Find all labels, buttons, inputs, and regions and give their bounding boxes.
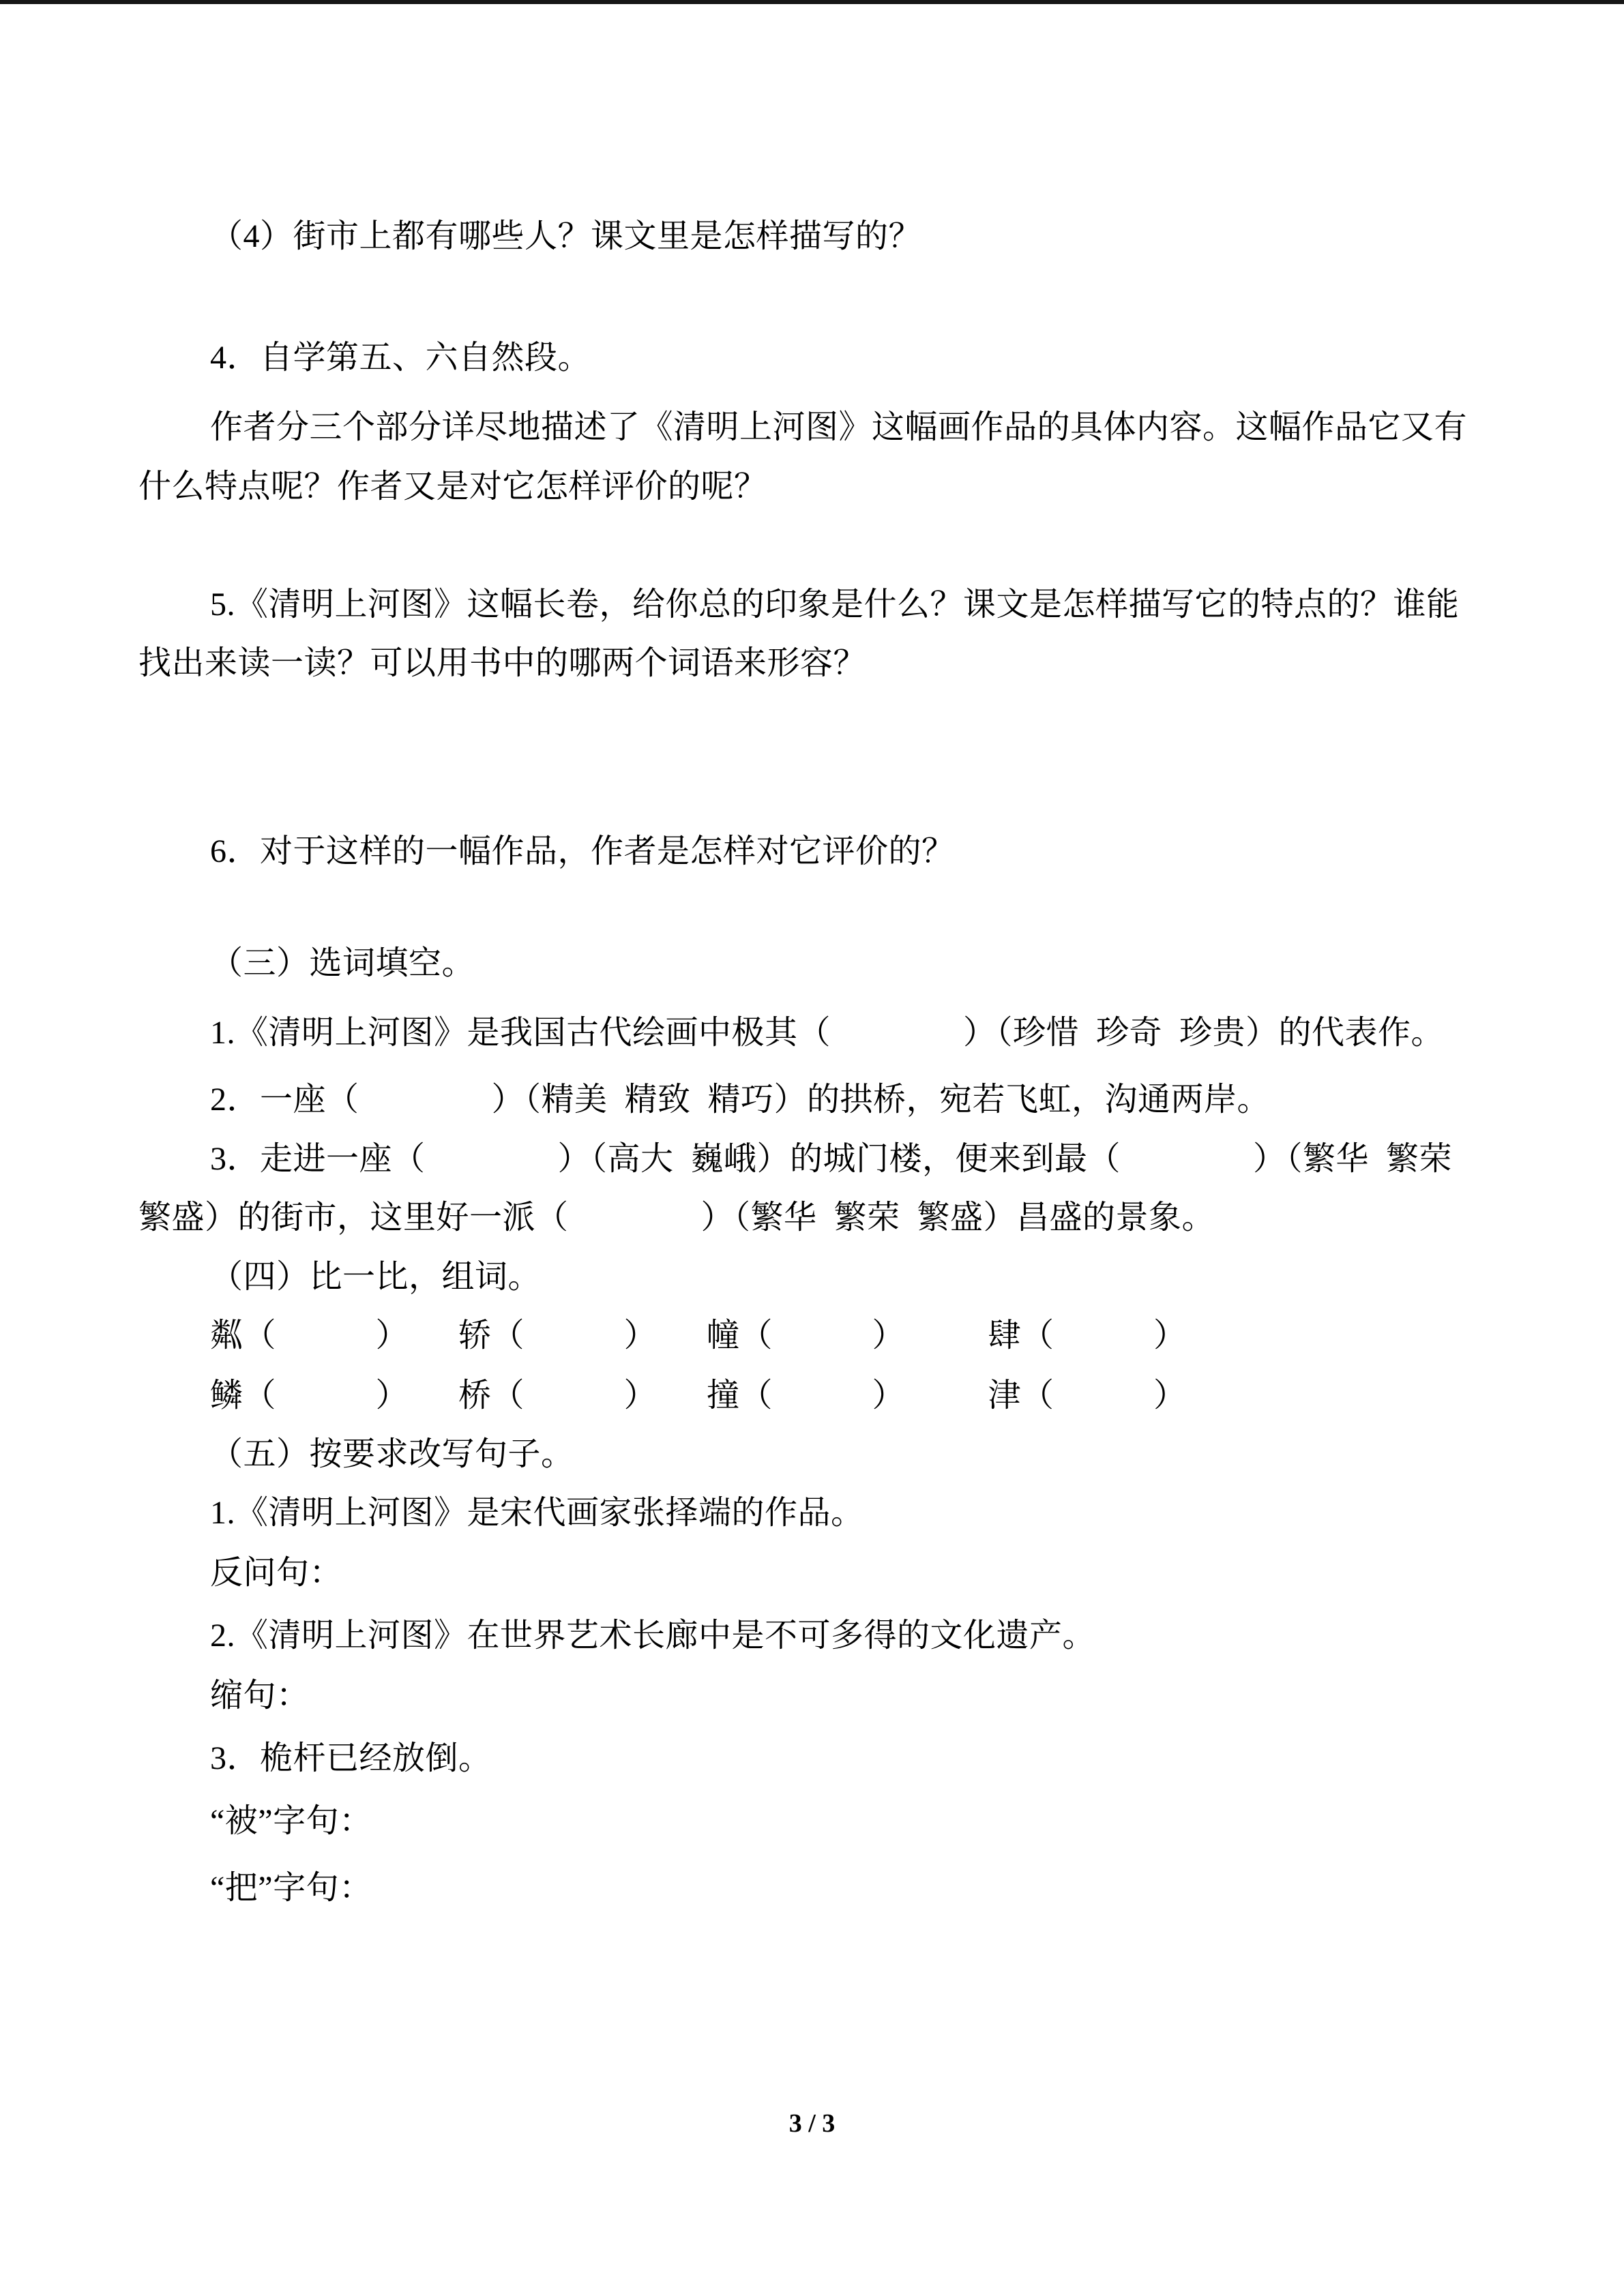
item-4-paragraph-line2: 什么特点呢？作者又是对它怎样评价的呢？ — [138, 468, 767, 505]
rewrite-item-3-prompt-bei: “被”字句： — [210, 1803, 372, 1839]
section-5-heading: （五）按要求改写句子。 — [210, 1436, 574, 1472]
fill-blank-item-3-line1: 3．走进一座（ ）（高大 巍峨）的城门楼，便来到最（ ）（繁华 繁荣 — [210, 1141, 1453, 1177]
item-4-heading: 4．自学第五、六自然段。 — [210, 340, 591, 376]
page-top-border — [0, 0, 1624, 4]
section-3-heading: （三）选词填空。 — [210, 945, 475, 981]
compare-words-row-1: 粼（ ） 轿（ ） 幢（ ） 肆（ ） — [210, 1317, 1187, 1354]
compare-words-row-2: 鳞（ ） 桥（ ） 撞（ ） 津（ ） — [210, 1377, 1187, 1414]
rewrite-item-1-prompt: 反问句： — [210, 1555, 343, 1591]
fill-blank-item-2: 2．一座（ ）（精美 精致 精巧）的拱桥，宛若飞虹，沟通两岸。 — [210, 1082, 1271, 1118]
rewrite-item-3-prompt-ba: “把”字句： — [210, 1870, 372, 1906]
rewrite-item-2-sentence: 2.《清明上河图》在世界艺术长廊中是不可多得的文化遗产。 — [210, 1617, 1096, 1654]
section-4-heading: （四）比一比，组词。 — [210, 1259, 542, 1295]
item-5-question-line1: 5.《清明上河图》这幅长卷，给你总的印象是什么？课文是怎样描写它的特点的？谁能 — [210, 586, 1460, 623]
page-number-indicator: 3 / 3 — [788, 2109, 836, 2138]
item-6-question: 6．对于这样的一幅作品，作者是怎样对它评价的？ — [210, 833, 955, 869]
fill-blank-item-3-line2: 繁盛）的街市，这里好一派（ ）（繁华 繁荣 繁盛）昌盛的景象。 — [138, 1199, 1215, 1236]
rewrite-item-1-sentence: 1.《清明上河图》是宋代画家张择端的作品。 — [210, 1495, 864, 1531]
item-4-paragraph-line1: 作者分三个部分详尽地描述了《清明上河图》这幅画作品的具体内容。这幅作品它又有 — [210, 409, 1468, 445]
rewrite-item-3-sentence: 3．桅杆已经放倒。 — [210, 1740, 492, 1776]
question-4-line: （4）街市上都有哪些人？课文里是怎样描写的？ — [210, 218, 922, 254]
rewrite-item-2-prompt: 缩句： — [210, 1678, 310, 1714]
fill-blank-item-1: 1.《清明上河图》是我国古代绘画中极其（ ）（珍惜 珍奇 珍贵）的代表作。 — [210, 1015, 1445, 1051]
item-5-question-line2: 找出来读一读？可以用书中的哪两个词语来形容？ — [138, 645, 867, 681]
